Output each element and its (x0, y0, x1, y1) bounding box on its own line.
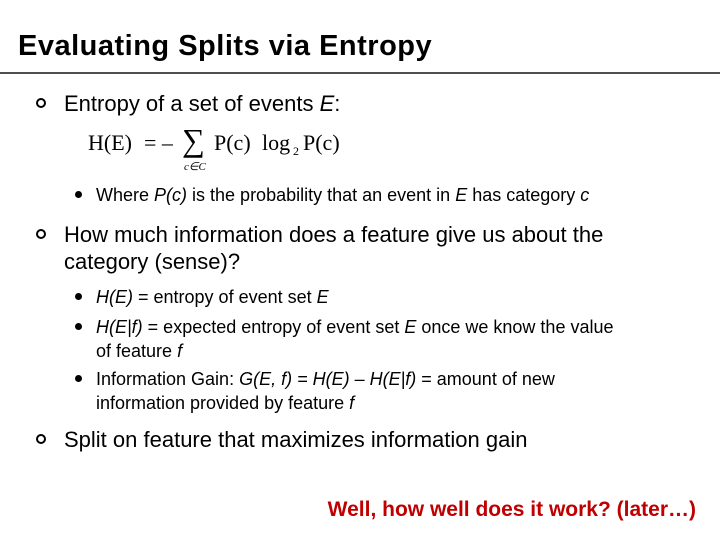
formula-lhs: H(E) (88, 130, 132, 155)
entropy-formula (88, 122, 353, 178)
footer-note: Well, how well does it work? (later…) (327, 498, 696, 521)
formula-equals-minus: = – (144, 130, 173, 155)
formula-log: log (262, 130, 291, 155)
subbullet-dot-icon (75, 323, 82, 330)
formula-log-base: 2 (293, 144, 299, 158)
page-title: Evaluating Splits via Entropy (18, 30, 433, 62)
bullet-entropy-definition: Entropy of a set of events E: (64, 91, 341, 116)
bullet-ring-icon (36, 98, 46, 108)
subbullet-probability-note: Where P(c) is the probability that an event in E has category c (96, 185, 590, 205)
subbullet-dot-icon (75, 293, 82, 300)
bullet-split-rule: Split on feature that maximizes information gain (64, 427, 528, 452)
subbullet-entropy-he: H(E) = entropy of event set E (96, 287, 329, 307)
bullet-information-question: How much information does a feature give us about the category (sense)? (64, 222, 604, 274)
subbullet-dot-icon (75, 191, 82, 198)
formula-term-pc: P(c) (214, 130, 251, 155)
summation-symbol: ∑ (182, 122, 205, 158)
subbullet-information-gain: Information Gain: G(E, f) = H(E) – H(E|f) = amount of new information provided by feature f (96, 369, 555, 413)
bullet-ring-icon (36, 434, 46, 444)
title-divider (0, 72, 720, 74)
subbullet-dot-icon (75, 375, 82, 382)
bullet-ring-icon (36, 229, 46, 239)
summation-index: c∈C (184, 161, 206, 173)
subbullet-conditional-entropy: H(E|f) = expected entropy of event set E once we know the value of feature f (96, 317, 614, 361)
formula-term-pc-2: P(c) (303, 130, 340, 155)
